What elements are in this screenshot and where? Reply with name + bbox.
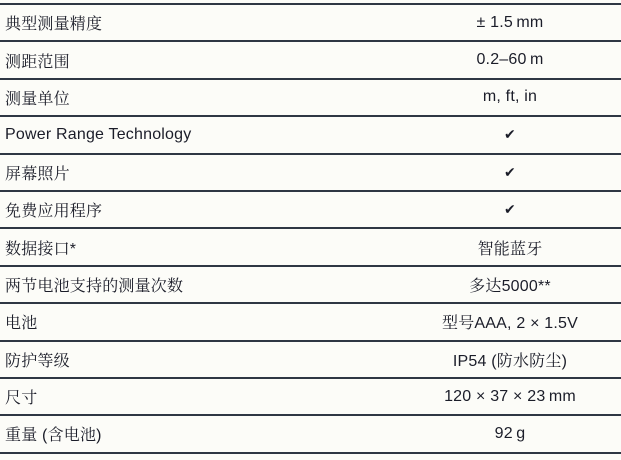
spec-label: Power Range Technology — [5, 125, 192, 143]
spec-label: 屏幕照片 — [5, 165, 70, 183]
spec-label: 重量 (含电池) — [5, 427, 102, 445]
spec-label: 数据接口* — [5, 240, 77, 258]
spec-row — [0, 80, 621, 117]
check-icon: ✔ — [504, 163, 516, 180]
spec-row — [0, 117, 621, 154]
spec-row — [0, 5, 621, 42]
spec-row — [0, 267, 621, 304]
spec-value: 型号AAA, 2 × 1.5V — [442, 315, 578, 333]
spec-label: 测量单位 — [5, 90, 70, 108]
spec-label: 测距范围 — [5, 53, 70, 71]
spec-table — [0, 3, 621, 454]
spec-row — [0, 192, 621, 229]
check-icon: ✔ — [504, 126, 516, 143]
spec-value: 多达5000** — [469, 277, 551, 295]
spec-value: 智能蓝牙 — [477, 240, 543, 258]
spec-label: 电池 — [5, 315, 38, 333]
spec-value: 0.2–60 m — [476, 51, 544, 69]
spec-row — [0, 416, 621, 453]
spec-row — [0, 304, 621, 341]
spec-row — [0, 379, 621, 416]
spec-row — [0, 229, 621, 266]
spec-value: IP54 (防水防尘) — [452, 352, 568, 370]
spec-row — [0, 155, 621, 192]
spec-value: 92 g — [494, 424, 526, 442]
spec-value: 120 × 37 × 23 mm — [444, 387, 576, 405]
spec-label: 免费应用程序 — [5, 203, 103, 221]
spec-value: ± 1.5 mm — [476, 13, 544, 31]
spec-label: 两节电池支持的测量次数 — [5, 277, 184, 295]
spec-label: 尺寸 — [5, 390, 38, 408]
spec-row — [0, 42, 621, 79]
spec-value: m, ft, in — [482, 88, 538, 106]
spec-label: 防护等级 — [5, 352, 70, 370]
spec-row — [0, 342, 621, 379]
check-icon: ✔ — [504, 201, 516, 218]
spec-label: 典型测量精度 — [5, 16, 103, 34]
